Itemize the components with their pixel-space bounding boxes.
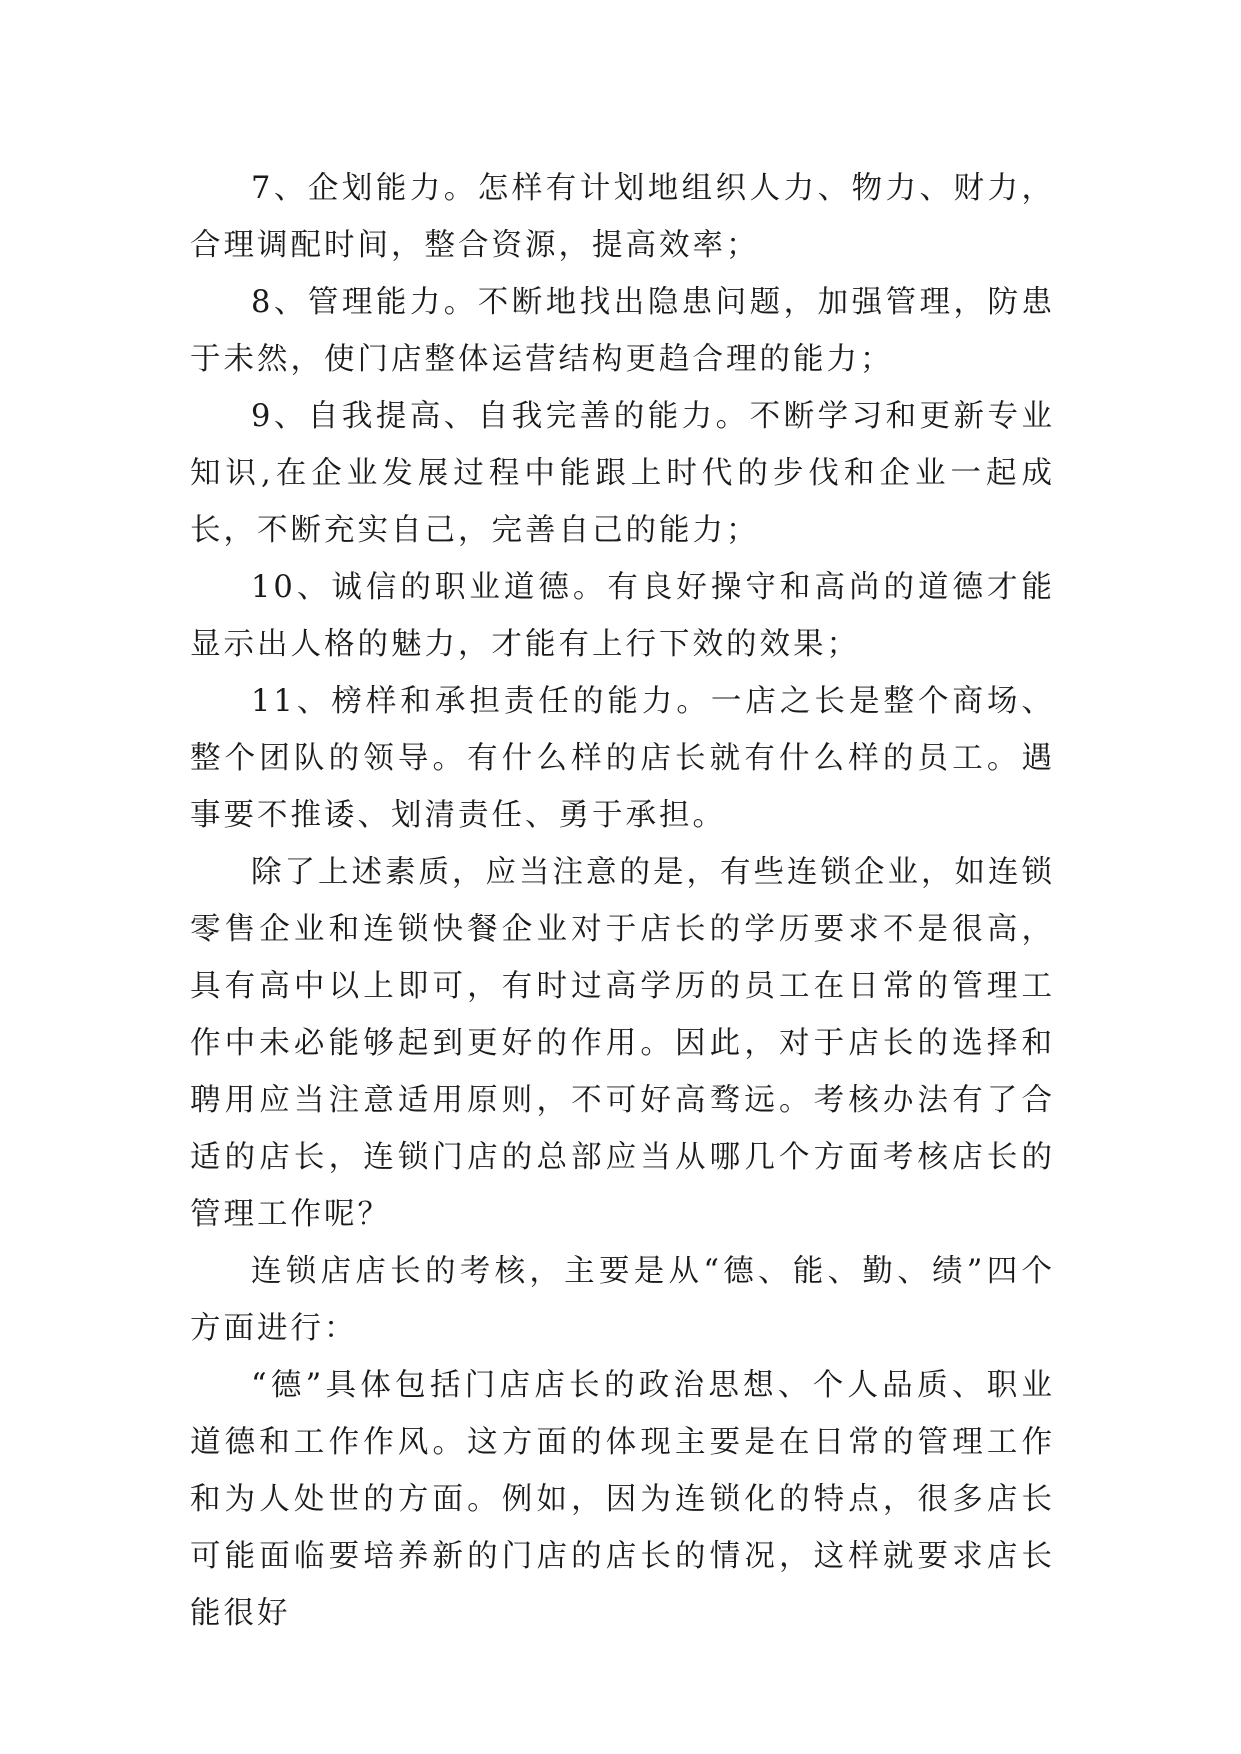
paragraph-education-requirements: 除了上述素质，应当注意的是，有些连锁企业，如连锁零售企业和连锁快餐企业对于店长的学历要求不是很高，具有高中以上即可，有时过高学历的员工在日常的管理工作中未必能够起到更好的作用。因此，对于店长的选择和聘用应当注意适用原则，不可好高骛远。考核办法有了合适的店长，连锁门店的总部应当从哪几个方面考核店长的管理工作呢？ [190,855,1055,1232]
paragraph-morality: “德”具体包括门店店长的政治思想、个人品质、职业道德和工作作风。这方面的体现主要是在日常的管理工作和为人处世的方面。例如，因为连锁化的特点，很多店长可能面临要培养新的门店的店长的情况，这样就要求店长能很好 [190,1368,1055,1631]
paragraph-item-10-integrity: 10、诚信的职业道德。有良好操守和高尚的道德才能显示出人格的魅力，才能有上行下效的效果； [190,570,1055,662]
paragraph-assessment-intro: 连锁店店长的考核，主要是从“德、能、勤、绩”四个方面进行： [190,1254,1055,1346]
paragraph-item-11-responsibility: 11、榜样和承担责任的能力。一店之长是整个商场、整个团队的领导。有什么样的店长就有什么样的员工。遇事要不推诿、划清责任、勇于承担。 [190,684,1055,833]
paragraph-item-9-self-improvement: 9、自我提高、自我完善的能力。不断学习和更新专业知识,在企业发展过程中能跟上时代的步伐和企业一起成长，不断充实自己，完善自己的能力； [190,399,1055,548]
paragraph-item-7-planning: 7、企划能力。怎样有计划地组织人力、物力、财力，合理调配时间，整合资源，提高效率； [190,171,1055,263]
document-body [190,160,1055,1642]
paragraph-item-8-management: 8、管理能力。不断地找出隐患问题，加强管理，防患于未然，使门店整体运营结构更趋合理的能力； [190,285,1055,377]
